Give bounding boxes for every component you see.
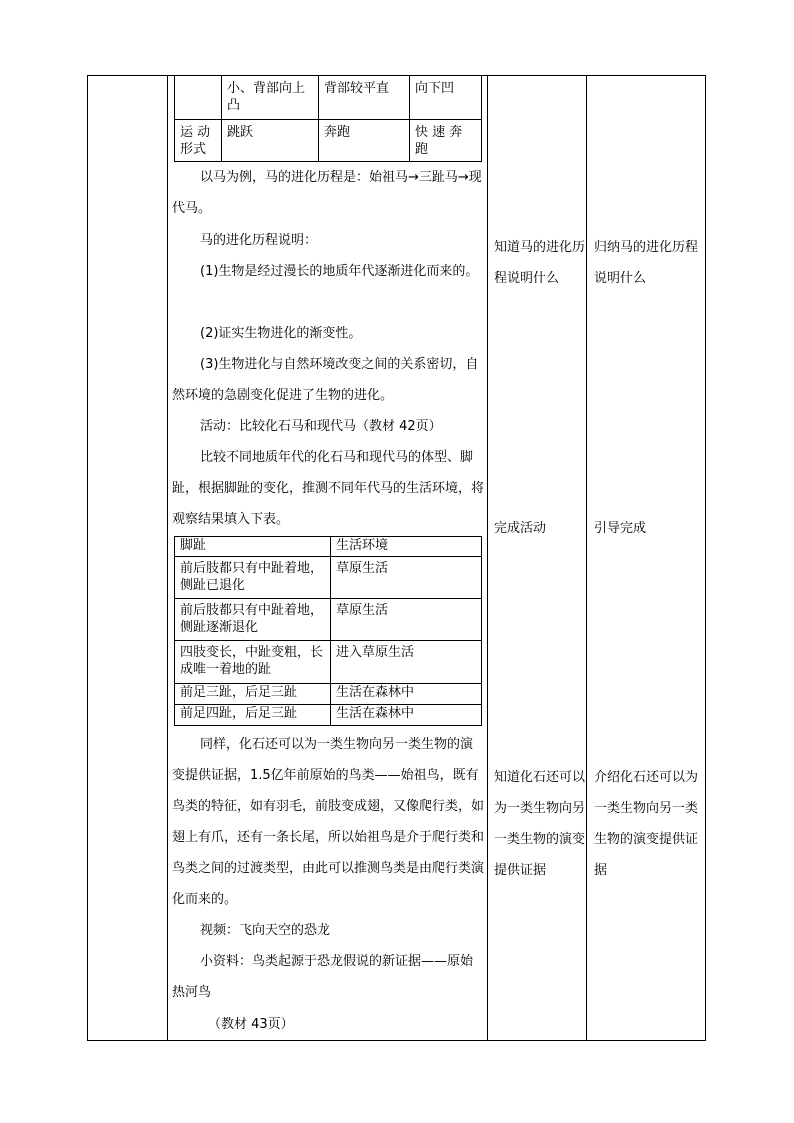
- paragraph-reference-material: 小资料：鸟类起源于恐龙假说的新证据——原始热河鸟: [172, 954, 474, 1000]
- column-divider-1: [167, 75, 168, 1041]
- student-activity-evolution: 知道马的进化历程说明什么: [494, 240, 586, 286]
- table-row: [175, 684, 482, 705]
- toe-environment-table: [174, 536, 482, 726]
- column-divider-2: [487, 75, 488, 1041]
- paragraph-point-1: (1)生物是经过漫长的地质年代逐渐进化而来的。: [200, 264, 479, 279]
- table-cell: 向下凹: [410, 76, 482, 120]
- table-cell: 小、背部向上凸: [222, 76, 319, 120]
- paragraph-activity: 活动：比较化石马和现代马（教材 42页）: [200, 419, 442, 434]
- table-cell: 生活在森林中: [331, 705, 482, 726]
- paragraph-activity-instructions: 比较不同地质年代的化石马和现代马的体型、脚趾，根据脚趾的变化，推测不同年代马的生活环境，将观察结果填入下表。: [172, 450, 485, 527]
- paragraph-horse-evolution: 以马为例，马的进化历程是：始祖马→三趾马→现代马。: [172, 170, 482, 216]
- table-cell: 生活在森林中: [331, 684, 482, 705]
- teacher-activity-guide: 引导完成: [594, 521, 647, 536]
- table-cell: 前后肢都只有中趾着地，侧趾逐渐退化: [175, 599, 331, 641]
- paragraph-textbook-page: （教材 43页）: [208, 1017, 294, 1032]
- table-row: [175, 599, 482, 641]
- student-activity-complete: 完成活动: [494, 521, 547, 536]
- table-cell: 快 速 奔 跑: [410, 120, 482, 162]
- student-activity-fossil-evidence: 知道化石还可以为一类生物向另一类生物的演变提供证据: [494, 770, 586, 878]
- paragraph-evolution-meaning: 马的进化历程说明：: [200, 233, 318, 248]
- table-cell: 背部较平直: [319, 76, 410, 120]
- table-cell: 前后肢都只有中趾着地，侧趾已退化: [175, 557, 331, 599]
- column-divider-3: [586, 75, 587, 1041]
- table-cell: 运 动 形式: [175, 120, 222, 162]
- paragraph-video: 视频：飞向天空的恐龙: [200, 923, 331, 938]
- paragraph-point-3: (3)生物进化与自然环境改变之间的关系密切，自然环境的急剧变化促进了生物的进化。: [172, 357, 479, 403]
- table-row: [175, 641, 482, 684]
- table-cell: [175, 76, 222, 120]
- table-cell: 前足四趾，后足三趾: [175, 705, 331, 726]
- table-cell: 前足三趾，后足三趾: [175, 684, 331, 705]
- table-header-row: [175, 537, 482, 557]
- table-row: [175, 557, 482, 599]
- table-cell: 奔跑: [319, 120, 410, 162]
- teacher-activity-introduce: 介绍化石还可以为一类生物向另一类生物的演变提供证据: [594, 770, 699, 878]
- table-cell: 草原生活: [331, 599, 482, 641]
- column-header-environment: 生活环境: [331, 537, 482, 557]
- table-cell: 进入草原生活: [331, 641, 482, 684]
- table-row: [175, 120, 482, 162]
- table-cell: 跳跃: [222, 120, 319, 162]
- teacher-activity-summarize: 归纳马的进化历程说明什么: [594, 240, 699, 286]
- column-header-toes: 脚趾: [175, 537, 331, 557]
- paragraph-point-2: (2)证实生物进化的渐变性。: [200, 326, 362, 341]
- table-row: [175, 76, 482, 120]
- table-cell: 草原生活: [331, 557, 482, 599]
- horse-comparison-table: [174, 75, 482, 162]
- paragraph-archaeopteryx: 同样，化石还可以为一类生物向另一类生物的演变提供证据，1.5亿年前原始的鸟类——始祖鸟，既有鸟类的特征，如有羽毛，前肢变成翅，又像爬行类，如翅上有爪，还有一条长尾，所以始祖鸟是介于爬行类和鸟类之间的过渡类型，由此可以推测鸟类是由爬行类演化而来的。: [172, 737, 485, 907]
- table-row: [175, 705, 482, 726]
- table-cell: 四肢变长，中趾变粗，长成唯一着地的趾: [175, 641, 331, 684]
